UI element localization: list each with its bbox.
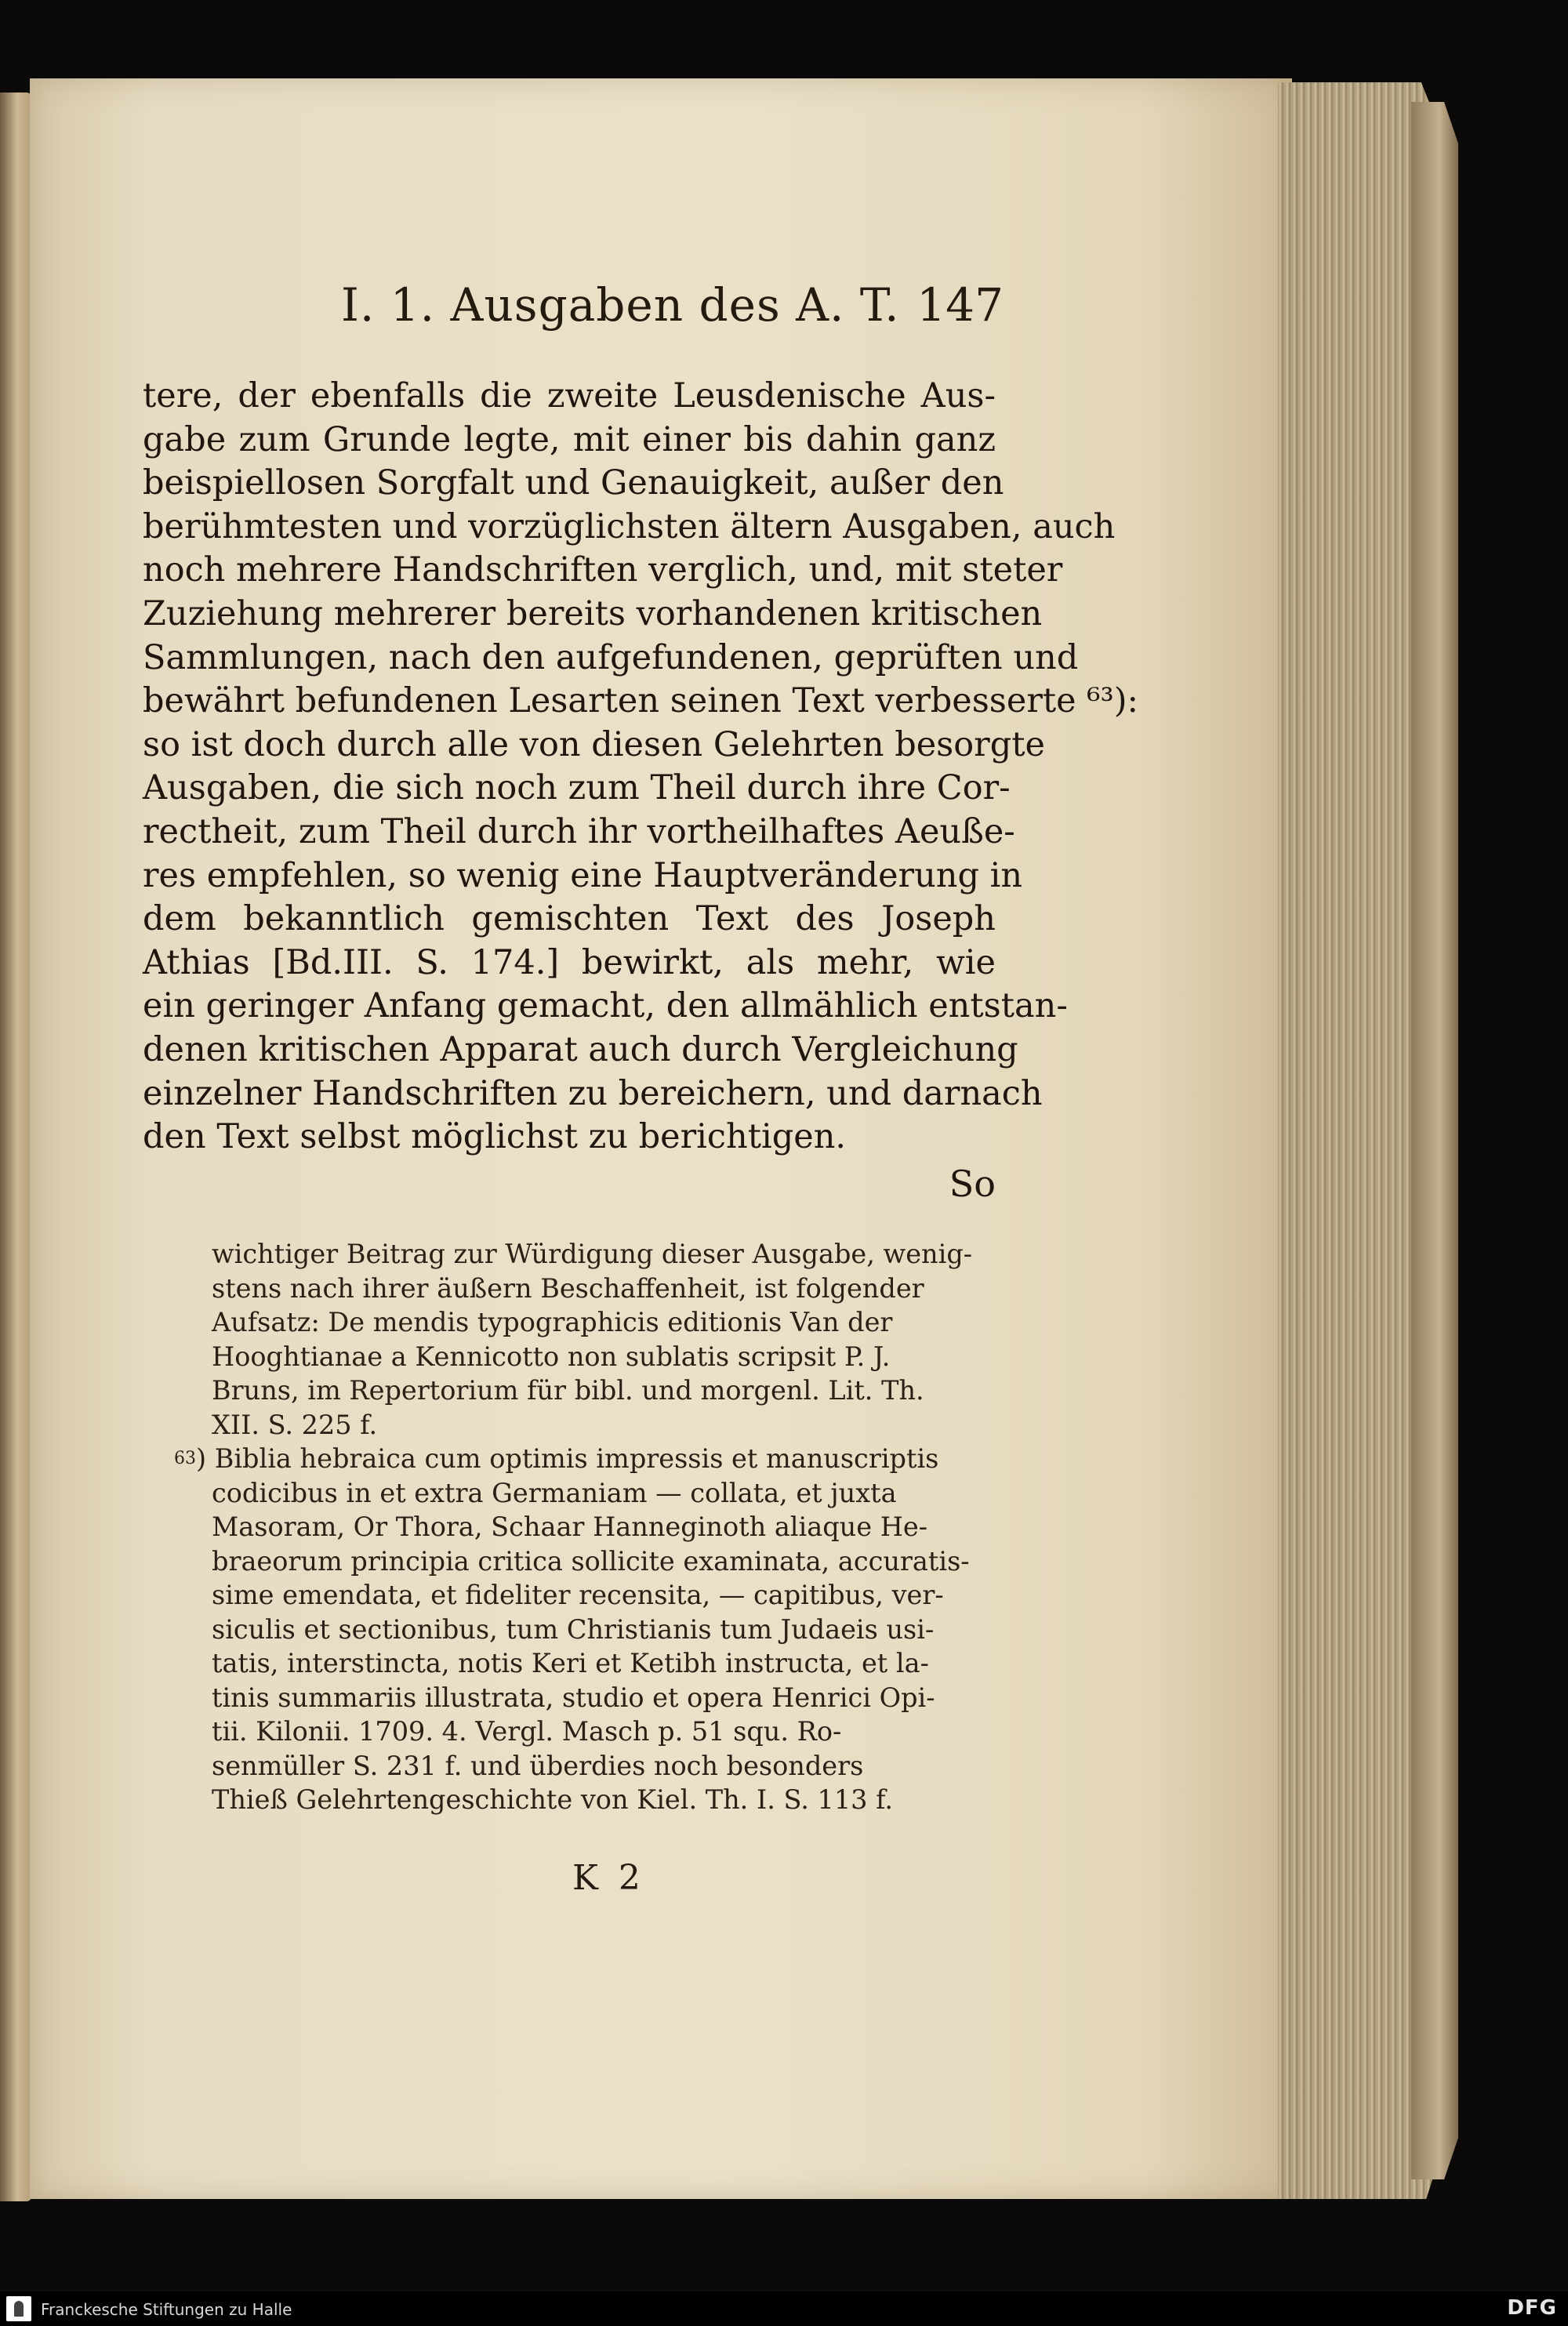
footnote-line: Bruns, im Repertorium für bibl. und morgenl. Lit. Th. bbox=[212, 1375, 924, 1406]
footnote-line: braeorum principia critica sollicite examinata, accuratis- bbox=[212, 1545, 970, 1577]
text-line: berühmtesten und vorzüglichsten ältern Ausgaben, auch bbox=[143, 506, 1116, 546]
footnote-line: tii. Kilonii. 1709. 4. Vergl. Masch p. 51 squ. Ro- bbox=[212, 1716, 842, 1747]
footnote-line: XII. S. 225 f. bbox=[212, 1409, 378, 1440]
footnote-line: tinis summariis illustrata, studio et opera Henrici Opi- bbox=[212, 1682, 935, 1713]
text-line: so ist doch durch alle von diesen Gelehrten besorgte bbox=[143, 724, 1045, 764]
text-line: Ausgaben, die sich noch zum Theil durch ihre Cor- bbox=[143, 768, 1011, 808]
text-line: bewährt befundenen Lesarten seinen Text verbesserte ⁶³): bbox=[143, 681, 1139, 721]
footnote-line: wichtiger Beitrag zur Würdigung dieser Ausgabe, wenig- bbox=[212, 1239, 973, 1269]
page-header bbox=[329, 278, 1004, 341]
running-head: I. 1. Ausgaben des A. T. bbox=[341, 278, 900, 332]
footnote-line: tatis, interstincta, notis Keri et Ketibh instructa, et la- bbox=[212, 1648, 929, 1678]
text-line: einzelner Handschriften zu bereichern, und darnach bbox=[143, 1073, 1043, 1113]
footnote-line: senmüller S. 231 f. und überdies noch besonders bbox=[212, 1750, 864, 1781]
footnote-line: ) Biblia hebraica cum optimis impressis et manuscriptis bbox=[196, 1443, 939, 1474]
footnote-line: Thieß Gelehrtengeschichte von Kiel. Th. I. S. 113 f. bbox=[212, 1784, 893, 1815]
institution-logo-icon bbox=[6, 2296, 31, 2321]
text-line: ein geringer Anfang gemacht, den allmählich entstan- bbox=[143, 986, 1068, 1026]
text-line: denen kritischen Apparat auch durch Vergleichung bbox=[143, 1029, 1018, 1069]
catchword: So bbox=[949, 1163, 996, 1205]
text-line: rectheit, zum Theil durch ihr vortheilhaftes Aeuße- bbox=[143, 811, 1015, 851]
text-line: Athias [Bd.III. S. 174.] bewirkt, als mehr, wie bbox=[143, 942, 996, 982]
text-line: den Text selbst möglichst zu berichtigen. bbox=[143, 1117, 847, 1157]
text-line: Zuziehung mehrerer bereits vorhandenen kritischen bbox=[143, 593, 1043, 633]
text-line: noch mehrere Handschriften verglich, und, mit steter bbox=[143, 550, 1063, 590]
institution-name: Franckesche Stiftungen zu Halle bbox=[41, 2300, 292, 2319]
footnote-63-start bbox=[166, 1442, 996, 1476]
signature-mark: K 2 bbox=[572, 1858, 645, 1898]
text-line: dem bekanntlich gemischten Text des Joseph bbox=[143, 899, 996, 939]
footnote-line: codicibus in et extra Germaniam — collata, et juxta bbox=[212, 1477, 897, 1508]
footnote-mark: 63 bbox=[174, 1449, 196, 1468]
footnote-line: stens nach ihrer äußern Beschaffenheit, ist folgender bbox=[212, 1272, 924, 1304]
viewer-footer bbox=[0, 2292, 1568, 2326]
main-text bbox=[143, 375, 1139, 1159]
footnotes bbox=[166, 1237, 996, 1817]
footnote-line: Aufsatz: De mendis typographicis editionis Van der bbox=[212, 1307, 893, 1337]
text-line: Sammlungen, nach den aufgefundenen, geprüften und bbox=[143, 637, 1079, 677]
text-line: gabe zum Grunde legte, mit einer bis dahin ganz bbox=[143, 419, 996, 459]
page-number: 147 bbox=[916, 278, 1004, 332]
text-line: beispiellosen Sorgfalt und Genauigkeit, außer den bbox=[143, 463, 1004, 503]
text-line: tere, der ebenfalls die zweite Leusdenische Aus- bbox=[143, 376, 996, 415]
dfg-logo: DFG bbox=[1507, 2296, 1557, 2320]
footnote-line: siculis et sectionibus, tum Christianis tum Judaeis usi- bbox=[212, 1613, 935, 1645]
footnote-line: Hooghtianae a Kennicotto non sublatis scripsit P. J. bbox=[212, 1341, 891, 1372]
cover-board-edge bbox=[1411, 102, 1458, 2179]
text-line: res empfehlen, so wenig eine Hauptveränderung in bbox=[143, 855, 1023, 895]
footnote-line: Masoram, Or Thora, Schaar Hanneginoth aliaque He- bbox=[212, 1511, 928, 1542]
footnote-line: sime emendata, et fideliter recensita, — capitibus, ver- bbox=[212, 1580, 944, 1610]
left-page-edge bbox=[0, 93, 31, 2201]
